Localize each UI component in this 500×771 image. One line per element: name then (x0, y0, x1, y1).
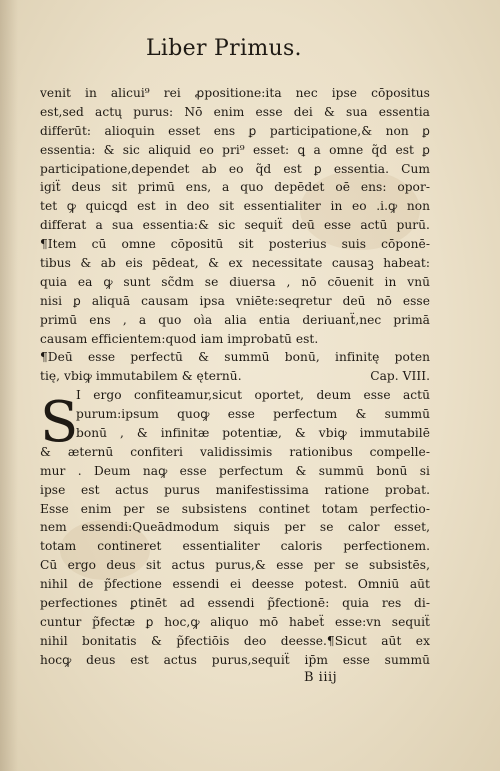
text-line: nem essendi:Queādmodum siquis per se calor esset, (40, 520, 430, 535)
text-line: Cū ergo deus sit actus purus,& esse per se subsistēs, (40, 558, 430, 573)
text-line: & æternū confiteri validissimis rationibus compelle- (40, 444, 430, 459)
chapter-number: Cap. VIII. (370, 369, 430, 384)
running-title: Liber Primus. (146, 36, 302, 61)
text-line: I ergo confiteamur,sicut oportet, deum esse actū (76, 388, 430, 403)
text-line: differūt: alioquin esset ens ꝑ participatione,& non ꝑ (40, 123, 430, 138)
text-line: venit in alicui⁹ rei ꝓpositione:ita nec ipse cōpositus (40, 86, 430, 100)
main-text-block (40, 84, 430, 670)
text-line: totam contineret essentialiter caloris perfectionem. (40, 539, 430, 554)
text-line: differat a sua essentia:& sic sequiẗ deū esse actū purū. (40, 218, 430, 233)
text-line: participatione,dependet ab eo q̃d est ꝑ essentia. Cum (40, 161, 430, 176)
text-line: essentia: & sic aliquid eo pri⁹ esset: ꝗ a omne q̃d est ꝑ (40, 142, 430, 157)
signature-mark: B iiij (304, 670, 338, 685)
text-line: bonū , & infinitæ potentiæ, & vbiꝙ immutabilē (76, 426, 430, 441)
text-line: causam efficientem:quod iam improbatū est. (40, 331, 319, 346)
text-line: nihil bonitatis & p̃fectiōis deo deesse.¶Sicut aūt ex (40, 633, 430, 648)
text-line: tibus & ab eis pēdeat, & ex necessitate causaꝫ habeat: (40, 256, 430, 271)
text-line: mur . Deum naꝙ esse perfectum & summū bonū si (40, 463, 430, 478)
text-line: tet ꝙ quicꝗd est in deo sit essentialiter in eo .i.ꝙ non (40, 199, 430, 214)
text-line: est,sed actų purus: Nō enim esse dei & sua essentia (40, 104, 430, 119)
text-line: nihil de p̃fectione essendi ei deesse potest. Omniū aūt (40, 577, 430, 592)
initial-letter: S (40, 390, 79, 455)
text-line: nisi ꝑ aliquā causam ipsa vniēte:seqretur deū nō esse (40, 293, 430, 308)
text-line: quia ea ꝙ sunt sc̃dm se diuersa , nō cōuenit in vnū (40, 274, 430, 289)
chapter-heading: ¶Deū esse perfectū & summū bonū, infinitę poten (40, 350, 430, 365)
chapter-heading-row (40, 367, 430, 386)
text-line: hocꝙ deus est actus purus,sequiẗ ip̄m esse summū (40, 652, 430, 667)
text-line: igiẗ deus sit primū ens, a quo depēdet oē ens: opor- (40, 180, 430, 195)
text-line: ipse est actus purus manifestissima ratione probat. (40, 482, 430, 497)
text-line: purum:ipsum quoꝙ esse perfectum & summū (76, 407, 430, 422)
text-line: ¶Item cū omne cōpositū sit posterius suis cōponē- (40, 237, 430, 252)
text-line: Esse enim per se subsistens continet totam perfectio- (40, 501, 430, 516)
text-line: primū ens , a quo oìa alia entia deriuanẗ,nec primā (40, 312, 430, 327)
page-gutter-shadow (0, 0, 18, 771)
text-line: cuntur p̃fectæ ꝑ hoc,ꝙ aliquo mō habeẗ esse:vn sequiẗ (40, 614, 430, 629)
chapter-heading-continuation: tię, vbiꝙ immutabilem & ęternū. (40, 369, 242, 384)
text-line: perfectiones ꝑtinēt ad essendi p̃fectionē: quia res di- (40, 596, 430, 611)
